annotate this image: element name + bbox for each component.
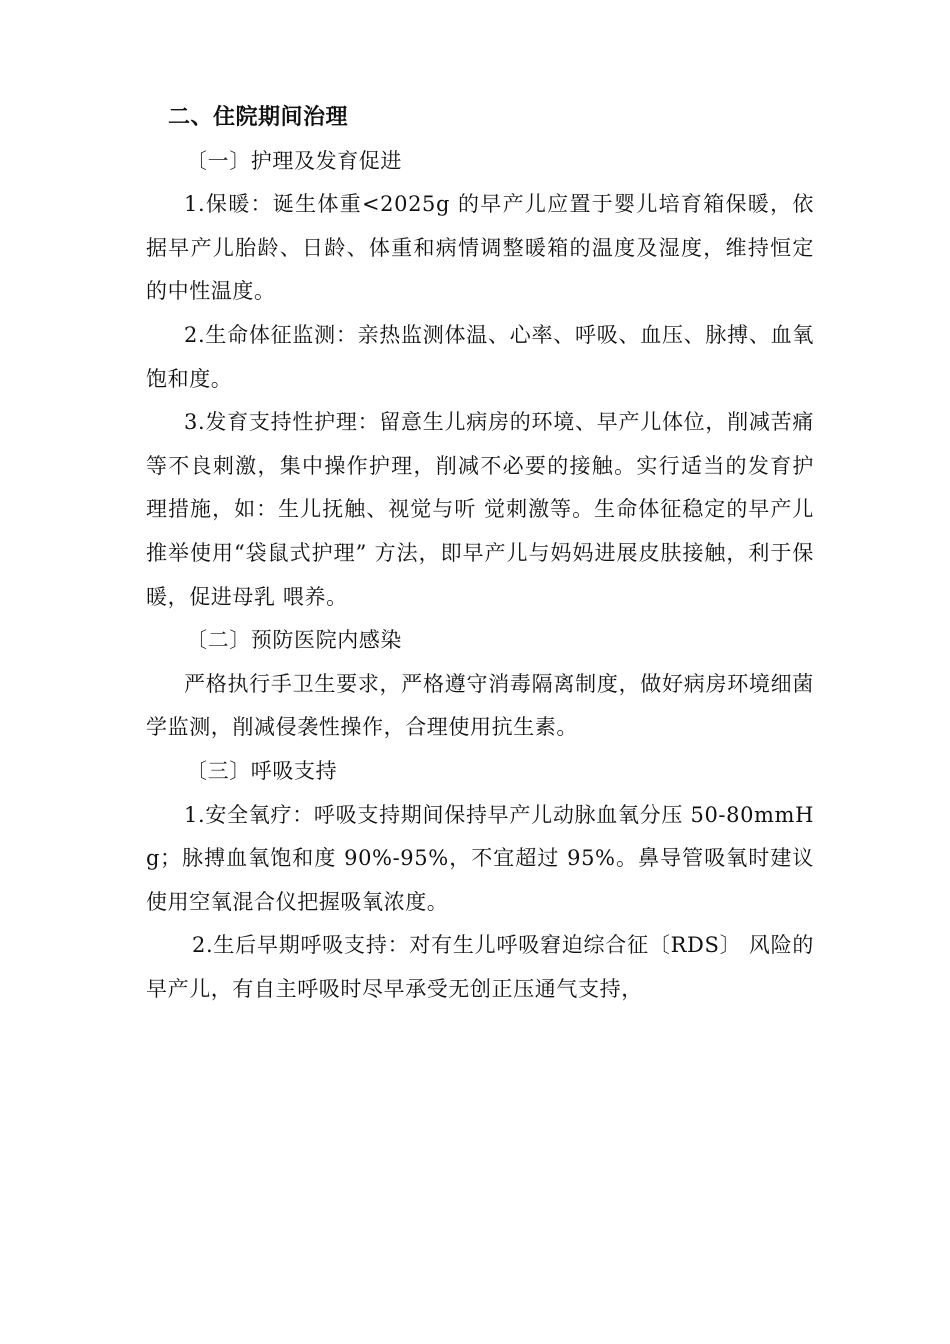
paragraph-warmth: 1.保暖：诞生体重<2025g 的早产儿应置于婴儿培育箱保暖，依据早产儿胎龄、日龄、体重和病情调整暖箱的温度及湿度，维持恒定的中性温度。 [146, 192, 814, 304]
section-heading: 二、住院期间治理 [168, 105, 349, 130]
paragraph-vital-signs: 2.生命体征监测：亲热监测体温、心率、呼吸、血压、脉搏、血氧饱和度。 [146, 322, 814, 391]
subsection-title-nursing: 〔一〕护理及发育促进 [186, 148, 402, 173]
subsection-title-respiratory: 〔三〕呼吸支持 [186, 758, 338, 783]
subsection-title-infection: 〔二〕预防医院内感染 [186, 628, 402, 653]
document-body [146, 96, 814, 1011]
paragraph-infection-prevention: 严格执行手卫生要求，严格遵守消毒隔离制度，做好病房环境细菌学监测，削减侵袭性操作，合理使用抗生素。 [146, 671, 814, 740]
paragraph-developmental-care: 3.发育支持性护理：留意生儿病房的环境、早产儿体位，削减苦痛等不良刺激，集中操作护理，削减不必要的接触。实行适当的发育护理措施，如：生儿抚触、视觉与听 觉刺激等。生命体征稳定的早产儿推举使用“袋鼠式护理” 方法，即早产儿与妈妈进展皮肤接触，利于保暖，促进母乳 喂养。 [146, 410, 814, 609]
paragraph-early-respiratory-support: 2.生后早期呼吸支持：对有生儿呼吸窘迫综合征〔RDS〕 风险的早产儿，有自主呼吸时尽早承受无创正压通气支持， [146, 933, 814, 1001]
paragraph-oxygen-therapy: 1.安全氧疗：呼吸支持期间保持早产儿动脉血氧分压 50-80mmHg；脉搏血氧饱和度 90%-95%，不宜超过 95%。鼻导管吸氧时建议使用空氧混合仪把握吸氧浓度。 [146, 802, 814, 914]
